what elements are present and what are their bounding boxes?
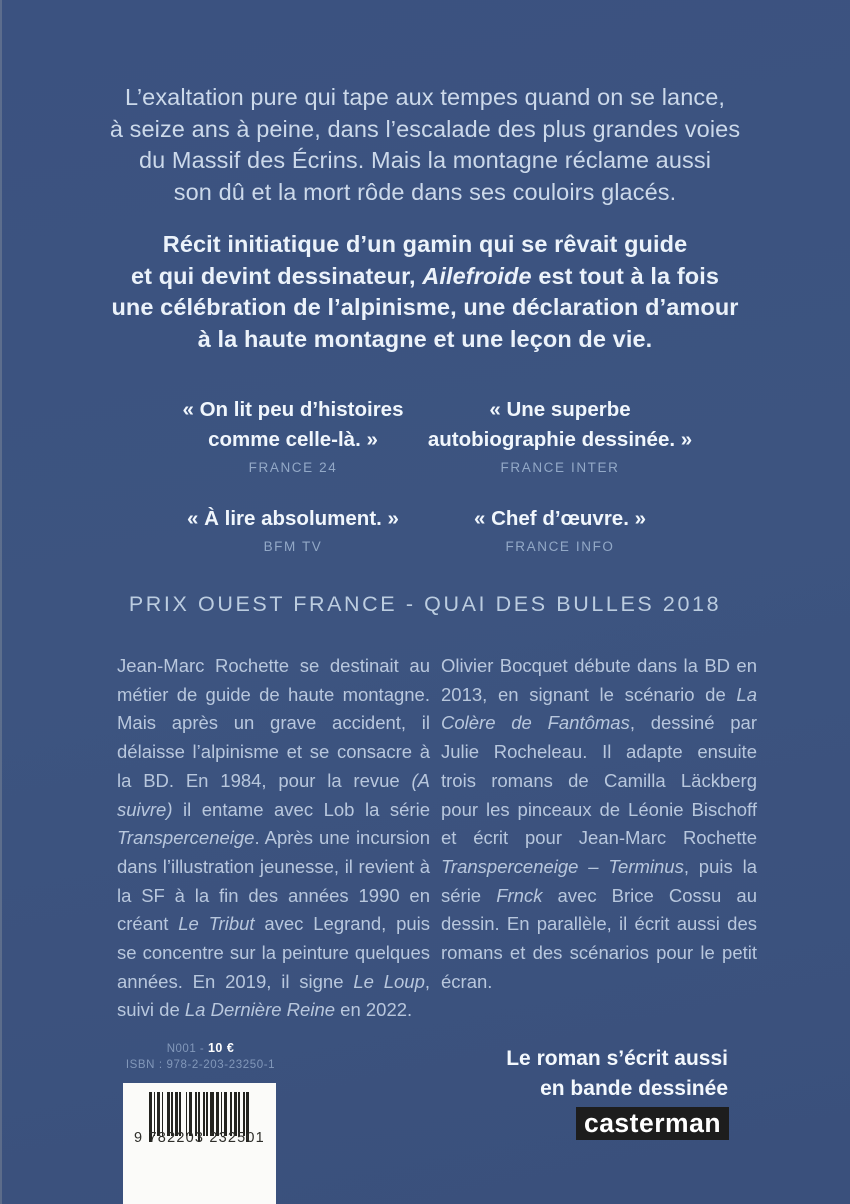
- press-quotes-right: [392, 395, 728, 554]
- author-bio-bocquet: Olivier Bocquet débute dans la BD en 2013, en signant le scénario de La Colère de Fantômas, dessiné par Julie Rocheleau. Il adapte ensuite trois romans de Camilla Läckberg pour les pinceaux de Léonie Bischoff et écrit pour Jean-Marc Rochette Transperceneige – Terminus, puis la série Frnck avec Brice Cossu au dessin. En parallèle, il écrit aussi des romans et des scénarios pour le petit écran.: [441, 655, 757, 992]
- quote-text: « À lire absolument. »: [187, 507, 399, 530]
- award-line: PRIX OUEST FRANCE - QUAI DES BULLES 2018: [128, 592, 722, 616]
- intro-paragraph: L’exaltation pure qui tape aux tempes quand on se lance, à seize ans à peine, dans l’escalade des plus grandes voies du Massif des Écrins. Mais la montagne réclame aussi son dû et la mort rôde dans ses couloirs glacés.: [109, 84, 741, 205]
- author-bio-rochette: Jean-Marc Rochette se destinait au métier de guide de haute montagne. Mais après un grave accident, il délaisse l’alpinisme et se consacre à la BD. En 1984, pour la revue (A suivre) il entame avec Lob la série Transperceneige. Après une incursion dans l’illustration jeunesse, il revient à la SF à la fin des années 1990 en créant Le Tribut avec Legrand, puis se concentre sur la peinture quelques années. En 2019, il signe Le Loup, suivi de La Dernière Reine en 2022.: [117, 655, 431, 1021]
- quote-source: FRANCE INTER: [500, 460, 620, 475]
- quote-source: BFM TV: [263, 539, 323, 554]
- barcode: [123, 1083, 276, 1204]
- barcode-digits: 9 782203 232501: [134, 1130, 265, 1146]
- quote-text: « On lit peu d’histoires comme celle-là. »: [182, 398, 404, 451]
- quote-text: « Une superbe autobiographie dessinée. »: [427, 398, 693, 451]
- tagline: Le roman s’écrit aussi en bande dessinée: [506, 1047, 728, 1100]
- isbn: ISBN : 978-2-203-23250-1: [125, 1059, 276, 1071]
- price: 10 €: [207, 1041, 235, 1055]
- edition-price-line: [118, 1041, 283, 1056]
- quote-block: [392, 504, 728, 554]
- publisher-logo: casterman: [576, 1107, 729, 1140]
- pitch-paragraph: Récit initiatique d’un gamin qui se rêvait guide et qui devint dessinateur, Ailefroide est tout à la fois une célébration de l’alpinisme, une déclaration d’amour à la haute montagne et une leçon de vie.: [111, 231, 739, 352]
- quote-text: « Chef d’œuvre. »: [473, 507, 646, 530]
- quote-source: FRANCE 24: [248, 460, 338, 475]
- quote-block: [392, 395, 728, 475]
- quote-source: FRANCE INFO: [505, 539, 615, 554]
- pricing-block: [118, 1041, 283, 1072]
- edition-code: N001 -: [166, 1043, 208, 1055]
